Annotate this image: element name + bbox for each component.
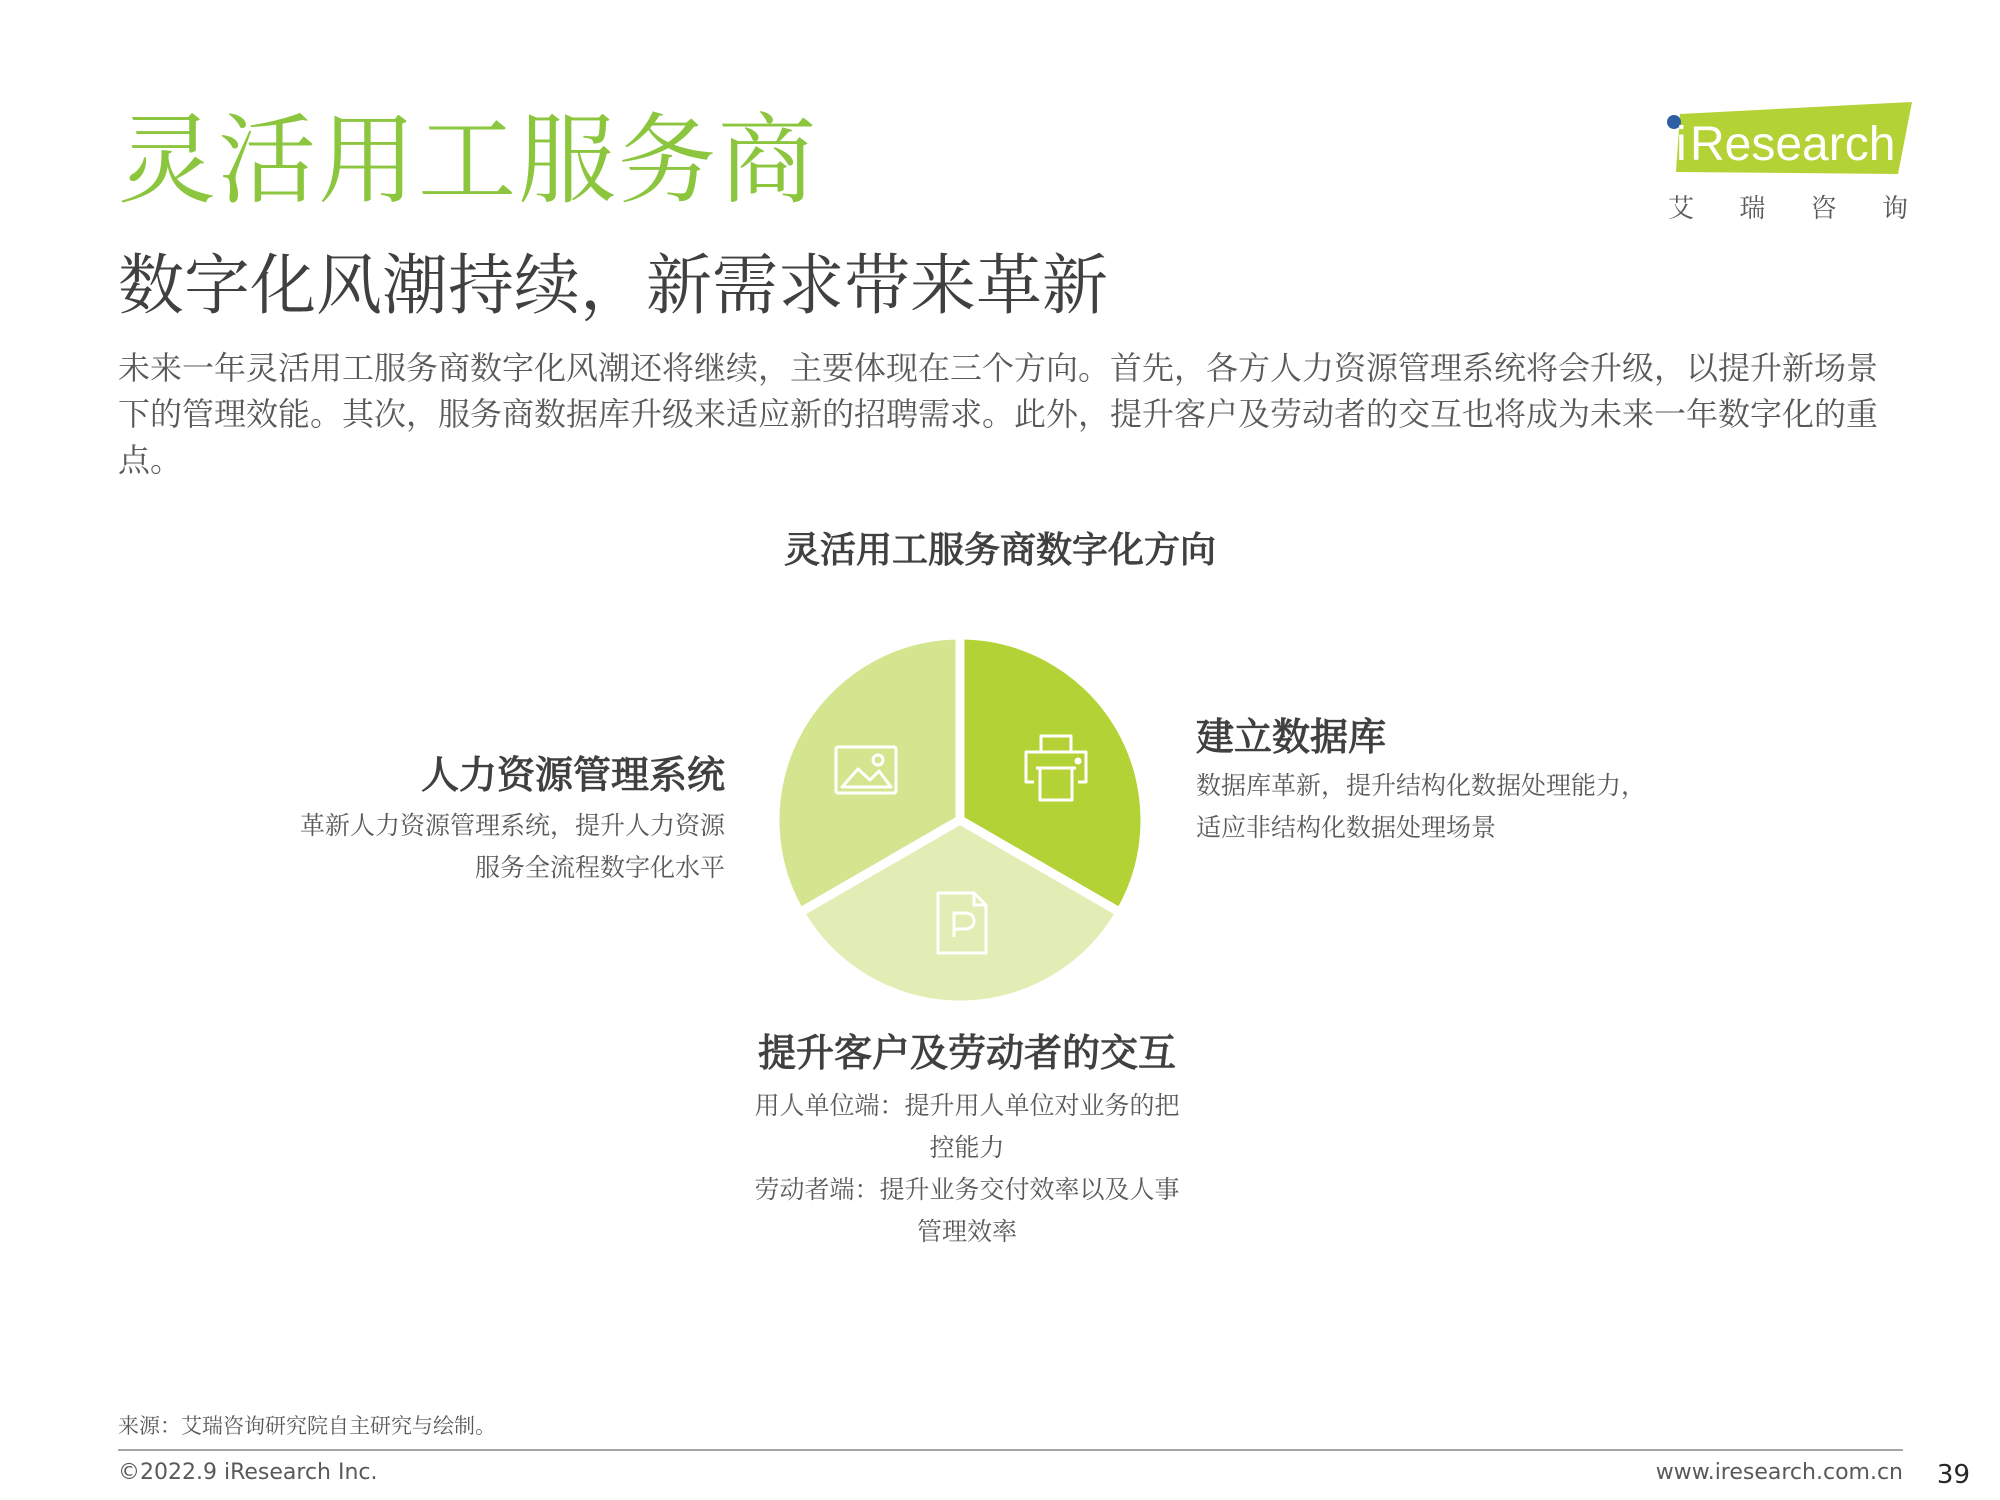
- segment-description-line: 劳动者端：提升业务交付效率以及人事: [754, 1175, 1180, 1204]
- intro-paragraph: 未来一年灵活用工服务商数字化风潮还将继续，主要体现在三个方向。首先，各方人力资源管理系统将会升级，以提升新场景下的管理效能。其次，服务商数据库升级来适应新的招聘需求。此外，提升客户及劳动者的交互也将成为未来一年数字化的重点。: [118, 349, 1879, 479]
- logo-tagline-char: 询: [1881, 194, 1908, 224]
- logo-i: i: [1676, 118, 1687, 171]
- segment-description-line: 革新人力资源管理系统，提升人力资源: [299, 811, 725, 840]
- segment-description: [752, 1085, 1182, 1253]
- segment-description-line: 管理效率: [916, 1217, 1017, 1246]
- footer-divider: [118, 1449, 1903, 1451]
- page-title: 灵活用工服务商: [118, 104, 819, 218]
- segment-description-line: 用人单位端：提升用人单位对业务的把: [754, 1091, 1180, 1120]
- page-number: 39: [1936, 1460, 1970, 1490]
- segment-description: [205, 805, 725, 889]
- direction-pie: [760, 620, 1160, 1020]
- logo-tagline-char: 瑞: [1739, 194, 1766, 224]
- copyright: ©2022.9 iResearch Inc.: [118, 1460, 378, 1485]
- segment-interaction: [752, 1022, 1182, 1253]
- segment-database: [1196, 706, 1716, 849]
- figure-title: 灵活用工服务商数字化方向: [783, 530, 1216, 571]
- logo-wordmark: Research: [1690, 118, 1896, 171]
- segment-description-line: 服务全流程数字化水平: [474, 853, 725, 882]
- page-subtitle: 数字化风潮持续，新需求带来革新: [118, 247, 1108, 324]
- source-note: 来源：艾瑞咨询研究院自主研究与绘制。: [118, 1414, 496, 1438]
- segment-description-line: 控能力: [929, 1133, 1005, 1162]
- logo-tagline: [1668, 188, 1908, 225]
- segment-description-line: 适应非结构化数据处理场景: [1196, 813, 1497, 842]
- segment-title: 提升客户及劳动者的交互: [757, 1031, 1176, 1075]
- logo-tagline-char: 咨: [1810, 194, 1837, 224]
- logo-tagline-char: 艾: [1668, 194, 1695, 224]
- segment-description-line: 数据库革新，提升结构化数据处理能力，: [1196, 771, 1647, 800]
- segment-title: 人力资源管理系统: [420, 753, 725, 797]
- segment-hr-system: [205, 744, 725, 889]
- website-link[interactable]: www.iresearch.com.cn: [1655, 1460, 1903, 1485]
- segment-description: [1196, 765, 1716, 849]
- segment-title: 建立数据库: [1196, 715, 1387, 759]
